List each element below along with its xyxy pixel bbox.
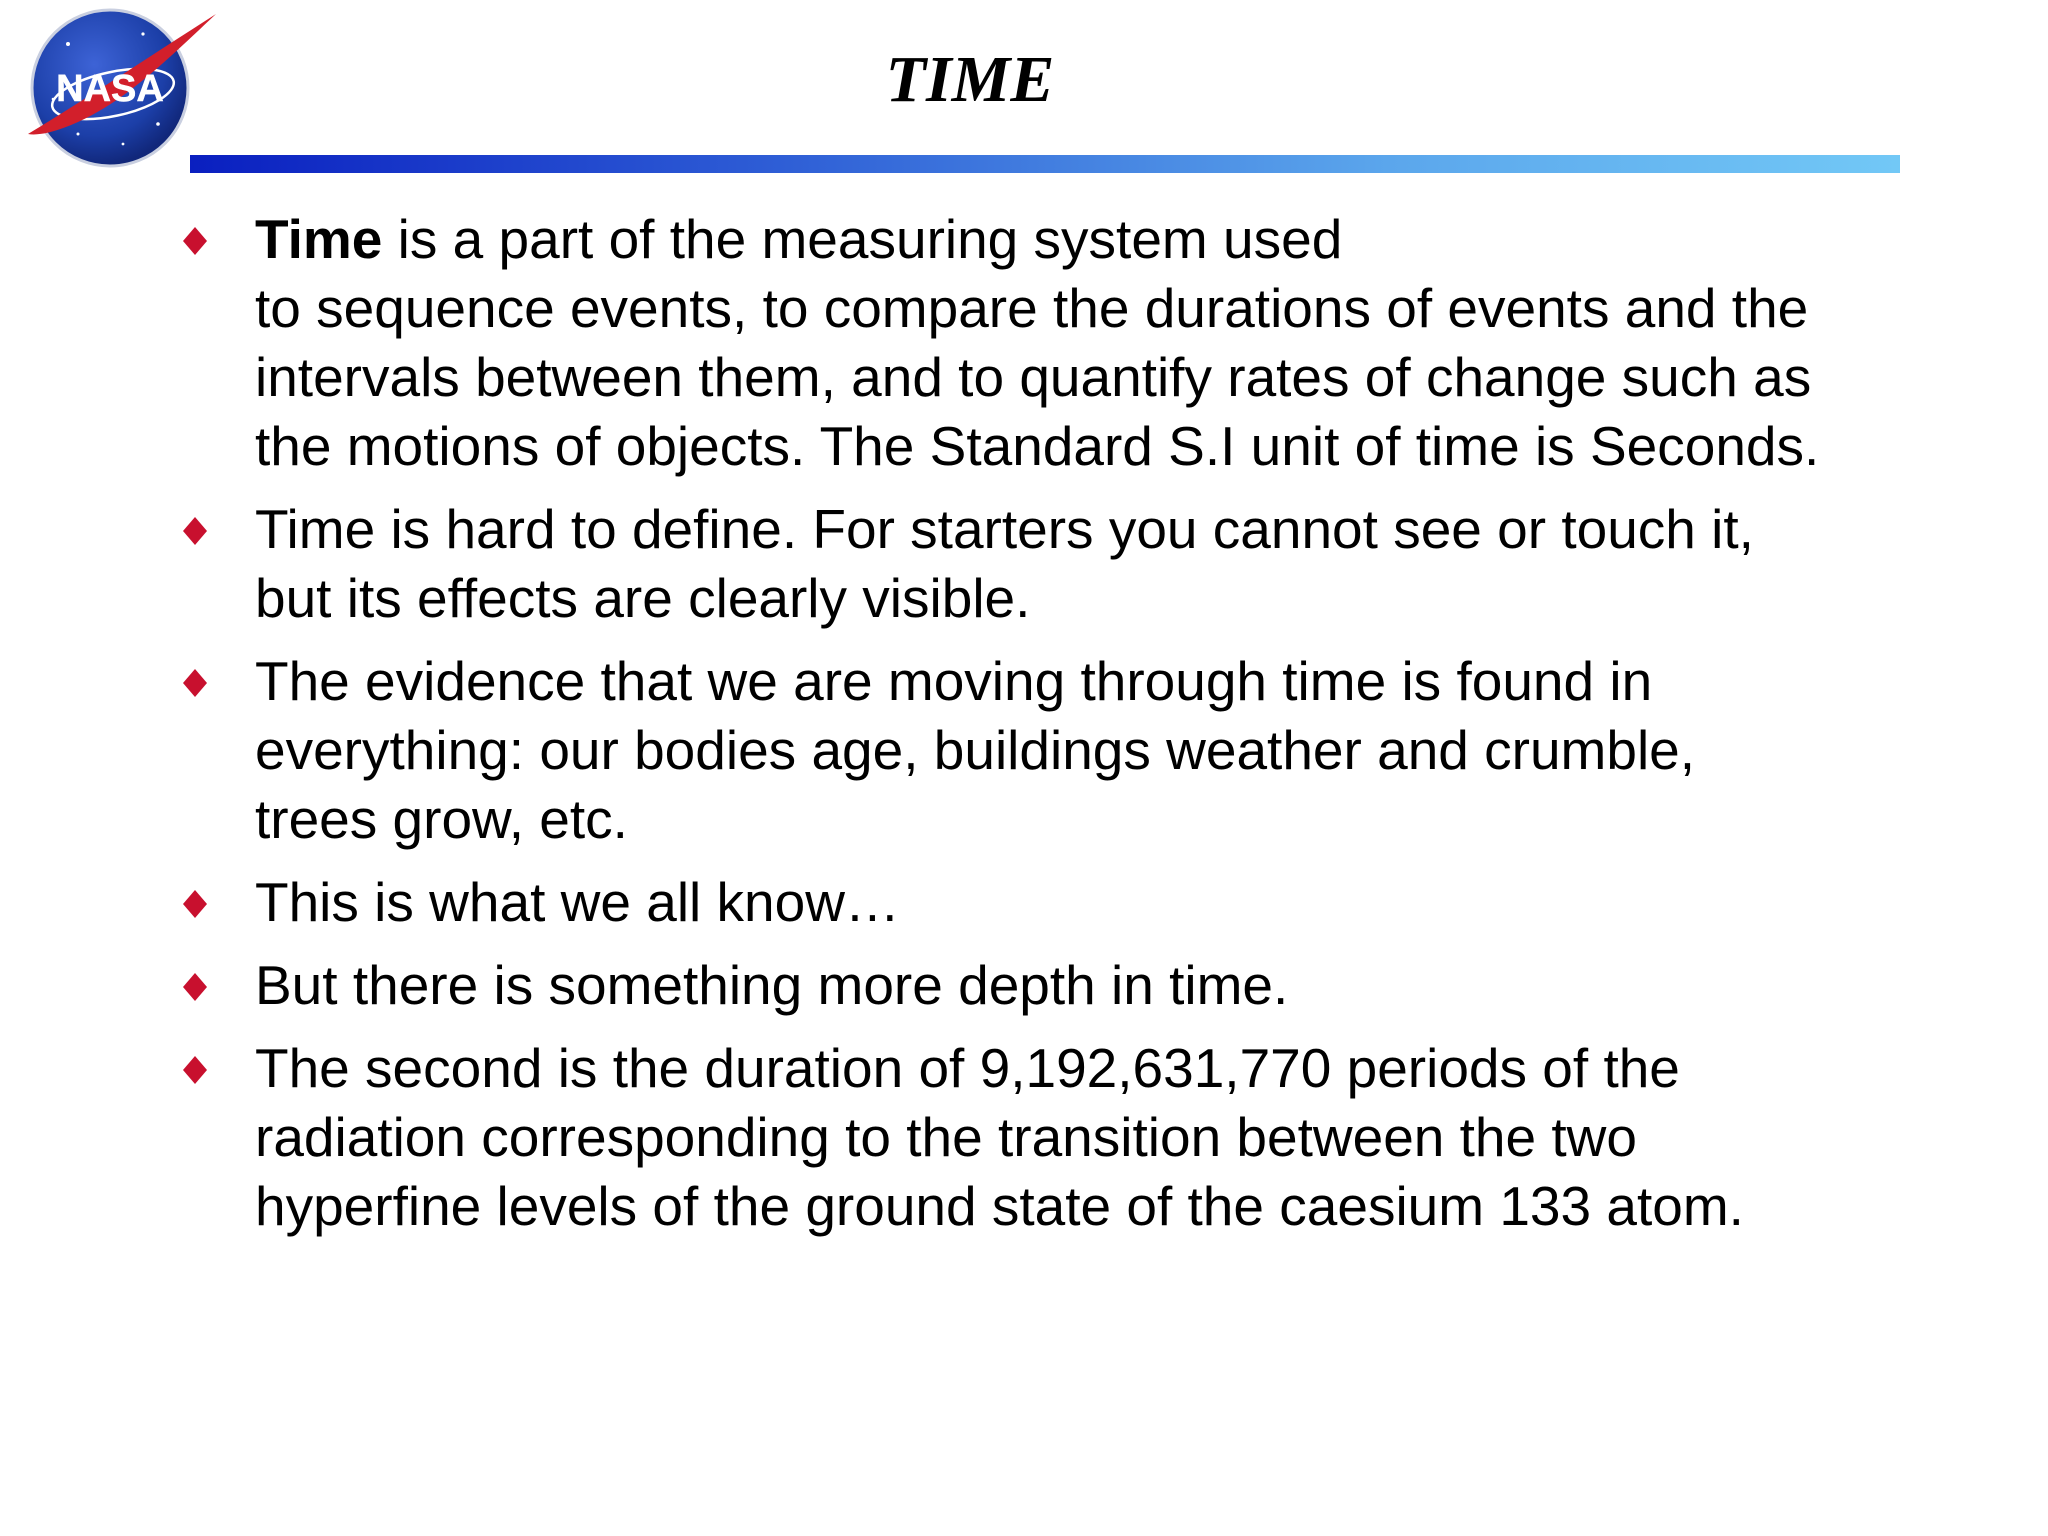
bullet-item bbox=[0, 495, 2048, 633]
bullet-line: hyperfine levels of the ground state of the caesium 133 atom. bbox=[255, 1175, 1744, 1237]
diamond-bullet-icon bbox=[181, 517, 209, 545]
title-underline-bar bbox=[190, 155, 1900, 173]
bullet-item bbox=[0, 647, 2048, 854]
bullet-line: This is what we all know… bbox=[255, 871, 900, 933]
bullet-item bbox=[0, 868, 2048, 937]
bullet-item bbox=[0, 951, 2048, 1020]
bullet-list bbox=[0, 205, 2048, 1255]
bullet-item bbox=[0, 1034, 2048, 1241]
bullet-line: The evidence that we are moving through time is found in bbox=[255, 650, 1653, 712]
bullet-item bbox=[0, 205, 2048, 481]
bullet-line bbox=[255, 205, 1988, 274]
diamond-bullet-icon bbox=[181, 973, 209, 1001]
diamond-bullet-icon bbox=[181, 227, 209, 255]
bullet-line: everything: our bodies age, buildings weather and crumble, bbox=[255, 719, 1696, 781]
bullet-line: The second is the duration of 9,192,631,770 periods of the bbox=[255, 1037, 1680, 1099]
slide-title: TIME bbox=[885, 43, 1055, 116]
bullet-line: But there is something more depth in time. bbox=[255, 954, 1289, 1016]
diamond-bullet-icon bbox=[181, 890, 209, 918]
bullet-line: to sequence events, to compare the durations of events and the bbox=[255, 277, 1809, 339]
bullet-line: trees grow, etc. bbox=[255, 788, 628, 850]
bullet-lead-term: Time bbox=[255, 208, 383, 270]
bullet-line: but its effects are clearly visible. bbox=[255, 567, 1031, 629]
nasa-logo-text: NASA bbox=[56, 68, 164, 110]
bullet-line: Time is hard to define. For starters you cannot see or touch it, bbox=[255, 498, 1754, 560]
diamond-bullet-icon bbox=[181, 669, 209, 697]
bullet-line-text: is a part of the measuring system used bbox=[382, 208, 1343, 270]
diamond-bullet-icon bbox=[181, 1056, 209, 1084]
bullet-line: radiation corresponding to the transition between the two bbox=[255, 1106, 1637, 1168]
bullet-line: the motions of objects. The Standard S.I unit of time is Seconds. bbox=[255, 415, 1820, 477]
bullet-line: intervals between them, and to quantify rates of change such as bbox=[255, 346, 1812, 408]
